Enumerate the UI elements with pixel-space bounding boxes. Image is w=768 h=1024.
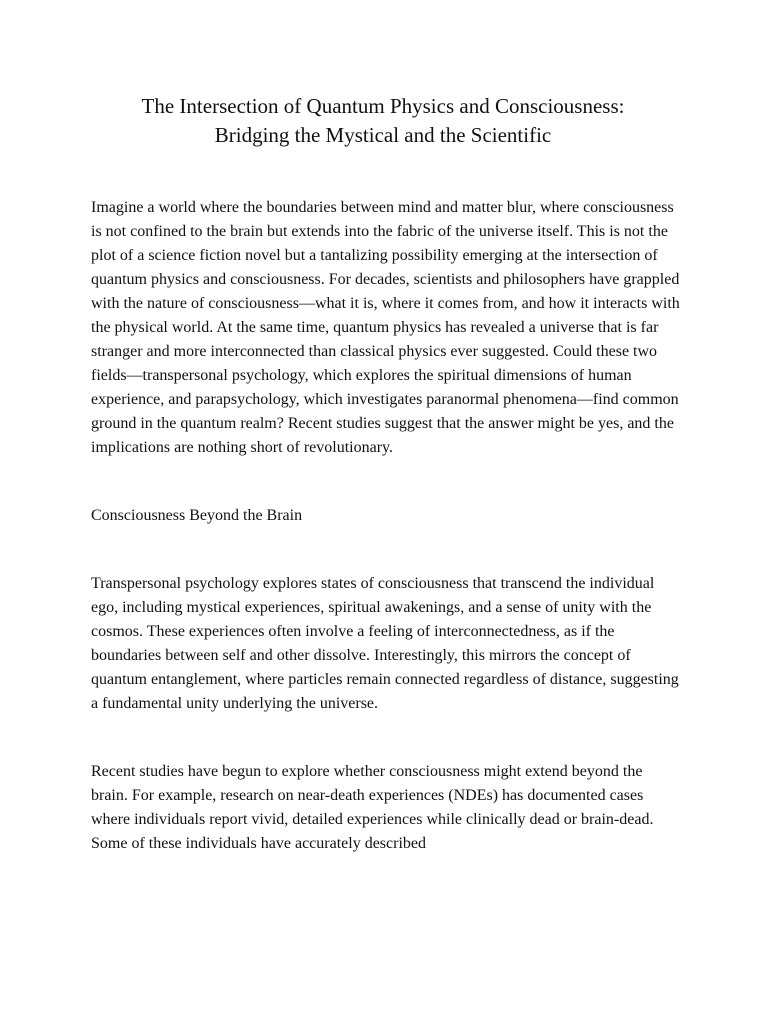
body-paragraph-2: Transpersonal psychology explores states of consciousness that transcend the individual ego, including mystical experiences, spiritual awakenings, and a sense of unity with the cosmos. These experiences often involve a feeling of interconnectedness, as if the boundaries between self and other dissolve. Interestingly, this mirrors the concept of quantum entanglement, where particles remain connected regardless of distance, suggesting a fundamental unity underlying the universe. [91, 575, 679, 712]
title-line-1: The Intersection of Quantum Physics and Consciousness: [141, 94, 625, 118]
section-heading: Consciousness Beyond the Brain [91, 507, 303, 524]
document-page [91, 92, 683, 856]
title-line-2: Bridging the Mystical and the Scientific [214, 123, 552, 147]
intro-paragraph: Imagine a world where the boundaries between mind and matter blur, where consciousness is not confined to the brain but extends into the fabric of the universe itself. This is not the plot of a science fiction novel but a tantalizing possibility emerging at the intersection of quantum physics and consciousness. For decades, scientists and philosophers have grappled with the nature of consciousness—what it is, where it comes from, and how it interacts with the physical world. At the same time, quantum physics has revealed a universe that is far stranger and more interconnected than classical physics ever suggested. Could these two fields—transpersonal psychology, which explores the spiritual dimensions of human experience, and parapsychology, which investigates paranormal phenomena—find common ground in the quantum realm? Recent studies suggest that the answer might be yes, and the implications are nothing short of revolutionary. [91, 199, 680, 456]
body-paragraph-3: Recent studies have begun to explore whether consciousness might extend beyond the brain. For example, research on near-death experiences (NDEs) has documented cases where individuals report vivid, detailed experiences while clinically dead or brain-dead. Some of these individuals have accurately described [91, 763, 654, 852]
document-title [83, 92, 683, 150]
